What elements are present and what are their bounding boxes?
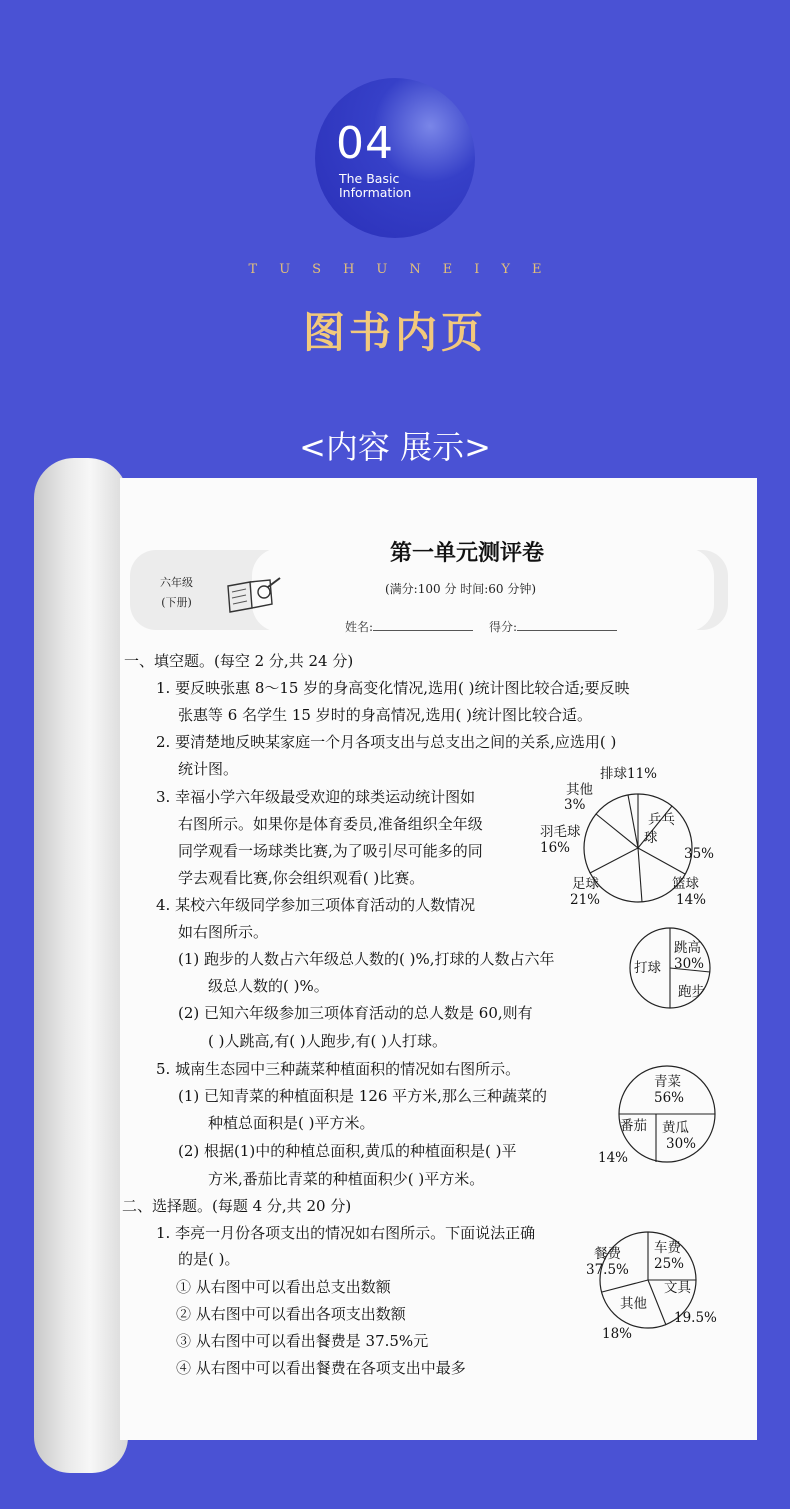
pie4-label-fare: 车费 <box>654 1240 681 1256</box>
pie-chart-activities <box>628 930 728 1020</box>
pie1-label-other: 其他 <box>566 782 593 798</box>
test-meta: (满分:100 分 时间:60 分钟) <box>385 582 537 596</box>
pinyin-heading: TUSHUNEIYE <box>248 262 564 277</box>
section-title: 图书内页 <box>302 308 487 357</box>
pie4-label-other: 其他 <box>620 1296 647 1312</box>
q5-sub1-line-1: (1) 已知青菜的种植面积是 126 平方米,那么三种蔬菜的 <box>178 1087 547 1105</box>
book-icon <box>224 574 284 614</box>
test-title: 第一单元测评卷 <box>390 540 545 566</box>
pie1-slice-lines <box>590 794 685 902</box>
q4-sub1-line-1: (1) 跑步的人数占六年级总人数的( )%,打球的人数占六年 <box>178 950 555 968</box>
pie1-label-pingpong-pct: 35% <box>684 846 715 862</box>
section-2-heading: 二、选择题。(每题 4 分,共 20 分) <box>122 1197 352 1215</box>
badge-number: 04 <box>336 118 394 169</box>
q4-line-1: 4. 某校六年级同学参加三项体育活动的人数情况 <box>156 896 476 914</box>
q4-sub2-line-2: ( )人跳高,有( )人跑步,有( )人打球。 <box>208 1032 447 1050</box>
q4-sub2-line-1: (2) 已知六年级参加三项体育活动的总人数是 60,则有 <box>178 1004 533 1022</box>
pie3-label-tomato-pct: 14% <box>598 1150 629 1166</box>
pie2-label-highjump: 跳高 <box>674 940 701 956</box>
q2-line-1: 2. 要清楚地反映某家庭一个月各项支出与总支出之间的关系,应选用( ) <box>156 733 617 751</box>
volume-text: (下册) <box>161 596 192 609</box>
q3-line-2: 右图所示。如果你是体育委员,准备组织全年级 <box>178 815 483 833</box>
mc1-line-1: 1. 李亮一月份各项支出的情况如右图所示。下面说法正确 <box>156 1224 536 1242</box>
pie1-label-badminton-pct: 16% <box>540 840 571 856</box>
q3-line-4: 学去观看比赛,你会组织观看( )比赛。 <box>178 869 425 887</box>
q3-line-1: 3. 幸福小学六年级最受欢迎的球类运动统计图如 <box>156 788 476 806</box>
pie3-label-greens-pct: 56% <box>654 1090 685 1106</box>
q5-line-1: 5. 城南生态园中三种蔬菜种植面积的情况如右图所示。 <box>156 1060 521 1078</box>
grade-label <box>160 573 193 613</box>
pie4-label-fare-pct: 25% <box>654 1256 685 1272</box>
badge-english: The Basic Information <box>339 171 412 200</box>
pie1-label-volleyball: 排球11% <box>600 766 658 782</box>
pie1-label-basketball: 篮球 <box>672 876 699 892</box>
score-label: 得分: <box>489 620 518 634</box>
mc1-option-4: ④ 从右图中可以看出餐费在各项支出中最多 <box>176 1359 466 1377</box>
q2-line-2: 统计图。 <box>178 760 239 778</box>
workbook-page <box>120 478 757 1440</box>
pie1-label-football-pct: 21% <box>570 892 601 908</box>
pie4-label-meals-pct: 37.5% <box>586 1262 629 1278</box>
mc1-option-1: ① 从右图中可以看出总支出数额 <box>176 1278 391 1296</box>
q4-line-2: 如右图所示。 <box>178 923 269 941</box>
pie-chart-vegetables <box>598 1066 728 1166</box>
pie4-label-meals: 餐费 <box>594 1246 621 1262</box>
q4-sub1-line-2: 级总人数的( )%。 <box>208 977 329 995</box>
pie1-label-pingpong-2: 球 <box>644 830 658 846</box>
pie3-label-tomato: 番茄 <box>620 1118 647 1134</box>
q5-sub1-line-2: 种植总面积是( )平方米。 <box>208 1114 375 1132</box>
pie3-label-cucumber-pct: 30% <box>666 1136 697 1152</box>
pie2-label-ballgames: 打球 <box>634 960 661 976</box>
mc1-line-2: 的是( )。 <box>178 1250 240 1268</box>
mc1-option-3: ③ 从右图中可以看出餐费是 37.5%元 <box>176 1332 429 1350</box>
pie4-label-other-pct: 18% <box>602 1326 633 1342</box>
score-blank[interactable] <box>517 630 617 631</box>
pie1-label-basketball-pct: 14% <box>676 892 707 908</box>
grade-text: 六年级 <box>160 576 193 589</box>
pie4-label-stationery-pct: 19.5% <box>674 1310 717 1326</box>
mc1-option-2: ② 从右图中可以看出各项支出数额 <box>176 1305 406 1323</box>
q1-line-2: 张惠等 6 名学生 15 岁时的身高情况,选用( )统计图比较合适。 <box>178 706 592 724</box>
pie2-label-running: 跑步 <box>678 984 705 1000</box>
pie-chart-expenses <box>586 1226 726 1346</box>
q5-sub2-line-2: 方米,番茄比青菜的种植面积少( )平方米。 <box>208 1170 485 1188</box>
pie3-label-greens: 青菜 <box>654 1074 681 1090</box>
pie-chart-ball-sports <box>530 766 720 928</box>
pie1-label-football: 足球 <box>572 876 599 892</box>
pie1-label-other-pct: 3% <box>564 797 586 813</box>
pie1-label-badminton: 羽毛球 <box>540 824 581 840</box>
pie1-label-pingpong: 乒乓 <box>648 812 675 828</box>
section-1-heading: 一、填空题。(每空 2 分,共 24 分) <box>124 652 354 670</box>
name-blank[interactable] <box>373 630 473 631</box>
pie4-label-stationery: 文具 <box>664 1280 691 1296</box>
content-subtitle: <内容 展示> <box>299 428 491 466</box>
name-score-fields <box>345 618 617 635</box>
q1-line-1: 1. 要反映张惠 8～15 岁的身高变化情况,选用( )统计图比较合适;要反映 <box>156 679 630 697</box>
pie3-label-cucumber: 黄瓜 <box>662 1120 689 1136</box>
q5-sub2-line-1: (2) 根据(1)中的种植总面积,黄瓜的种植面积是( )平 <box>178 1142 517 1160</box>
name-label: 姓名: <box>345 620 374 634</box>
paper-roll <box>34 458 128 1473</box>
q3-line-3: 同学观看一场球类比赛,为了吸引尽可能多的同 <box>178 842 483 860</box>
pie2-label-highjump-pct: 30% <box>674 956 705 972</box>
